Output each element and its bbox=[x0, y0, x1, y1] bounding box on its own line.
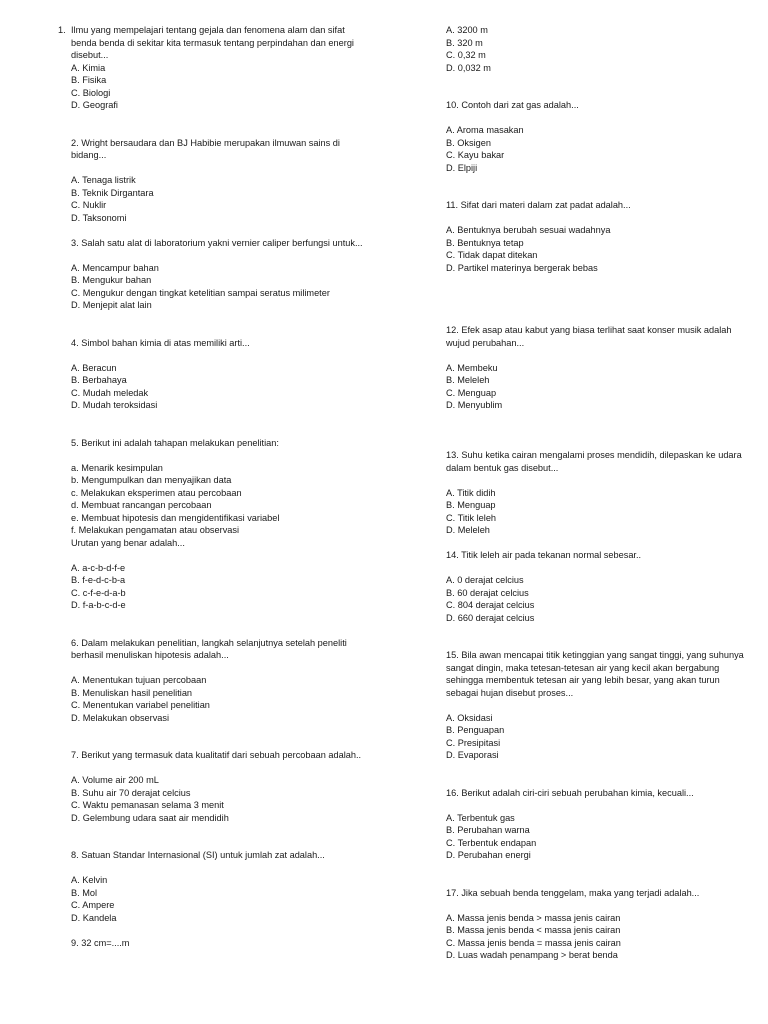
question-text: 15. Bila awan mencapai titik ketinggian yang sangat tinggi, yang suhunya bbox=[446, 650, 744, 660]
question-text: 6. Dalam melakukan penelitian, langkah selanjutnya setelah peneliti bbox=[71, 637, 347, 648]
question-text: 5. Berikut ini adalah tahapan melakukan penelitian: bbox=[71, 437, 279, 448]
step-item: b. Mengumpulkan dan menyajikan data bbox=[71, 475, 232, 485]
step-item: f. Melakukan pengamatan atau observasi bbox=[71, 525, 240, 535]
option-d: D. Mudah teroksidasi bbox=[71, 400, 158, 410]
question-17 bbox=[446, 887, 756, 962]
question-9-options bbox=[446, 24, 756, 74]
option-d: D. Luas wadah penampang > berat benda bbox=[446, 950, 618, 960]
question-text: 10. Contoh dari zat gas adalah... bbox=[446, 100, 579, 110]
option-b: B. Oksigen bbox=[446, 137, 491, 148]
option-b: B. Fisika bbox=[71, 75, 107, 85]
question-7 bbox=[58, 749, 388, 824]
option-d: D. Melakukan observasi bbox=[71, 712, 170, 723]
step-item: c. Melakukan eksperimen atau percobaan bbox=[71, 487, 242, 498]
question-text: 13. Suhu ketika cairan mengalami proses mendidih, dilepaskan ke udara bbox=[446, 450, 742, 460]
option-a: A. Titik didih bbox=[446, 487, 496, 498]
question-text: wujud perubahan... bbox=[446, 337, 525, 348]
option-d: D. Meleleh bbox=[446, 525, 490, 535]
option-c: C. Massa jenis benda = massa jenis cairan bbox=[446, 937, 621, 948]
option-b: B. Suhu air 70 derajat celcius bbox=[71, 787, 191, 798]
question-8 bbox=[58, 849, 388, 924]
option-c: C. Waktu pemanasan selama 3 menit bbox=[71, 800, 224, 810]
left-column bbox=[58, 24, 388, 949]
option-c: C. Mengukur dengan tingkat ketelitian sampai seratus milimeter bbox=[71, 287, 330, 298]
option-a: A. Tenaga listrik bbox=[71, 175, 136, 185]
option-c: C. Kayu bakar bbox=[446, 150, 505, 160]
option-a: A. Beracun bbox=[71, 362, 117, 373]
option-a: A. Massa jenis benda > massa jenis cairan bbox=[446, 912, 621, 923]
question-5 bbox=[58, 437, 388, 612]
option-d: D. Elpiji bbox=[446, 162, 478, 173]
question-text: 17. Jika sebuah benda tenggelam, maka yang terjadi adalah... bbox=[446, 887, 700, 898]
question-16 bbox=[446, 787, 756, 862]
option-d: D. 660 derajat celcius bbox=[446, 612, 535, 623]
option-b: B. Menuliskan hasil penelitian bbox=[71, 687, 193, 698]
option-c: C. 0,32 m bbox=[446, 50, 486, 60]
option-d: D. Kandela bbox=[71, 912, 117, 923]
option-b: B. Mol bbox=[71, 887, 98, 898]
option-c: C. Nuklir bbox=[71, 200, 107, 210]
option-d: D. 0,032 m bbox=[446, 62, 491, 73]
option-c: C. Menguap bbox=[446, 387, 497, 398]
question-text: 8. Satuan Standar Internasional (SI) untuk jumlah zat adalah... bbox=[71, 850, 325, 860]
option-b: B. 320 m bbox=[446, 37, 483, 48]
question-text: 3. Salah satu alat di laboratorium yakni vernier caliper berfungsi untuk... bbox=[71, 237, 363, 248]
right-column bbox=[446, 24, 756, 962]
question-prompt: Urutan yang benar adalah... bbox=[71, 537, 185, 548]
option-a: A. Terbentuk gas bbox=[446, 812, 515, 823]
option-a: A. a-c-b-d-f-e bbox=[71, 562, 126, 573]
step-item: d. Membuat rancangan percobaan bbox=[71, 500, 212, 510]
question-10 bbox=[446, 99, 756, 174]
option-a: A. Menentukan tujuan percobaan bbox=[71, 675, 207, 685]
option-a: A. Bentuknya berubah sesuai wadahnya bbox=[446, 225, 611, 235]
question-1 bbox=[58, 24, 388, 112]
question-number: 1. bbox=[58, 25, 66, 35]
option-a: A. 0 derajat celcius bbox=[446, 575, 524, 585]
question-4 bbox=[58, 337, 388, 412]
option-b: B. Berbahaya bbox=[71, 375, 127, 385]
question-text: dalam bentuk gas disebut... bbox=[446, 462, 559, 473]
question-text: 4. Simbol bahan kimia di atas memiliki arti... bbox=[71, 337, 250, 348]
option-c: C. 804 derajat celcius bbox=[446, 600, 535, 610]
question-text: bidang... bbox=[71, 150, 107, 160]
question-text: 2. Wright bersaudara dan BJ Habibie merupakan ilmuwan sains di bbox=[71, 137, 340, 148]
question-3 bbox=[58, 237, 388, 312]
step-item: e. Membuat hipotesis dan mengidentifikasi variabel bbox=[71, 512, 280, 523]
question-14 bbox=[446, 549, 756, 624]
option-a: A. Membeku bbox=[446, 362, 498, 373]
option-c: C. Mudah meledak bbox=[71, 387, 149, 398]
option-d: D. Menyublim bbox=[446, 400, 503, 410]
question-text: 11. Sifat dari materi dalam zat padat adalah... bbox=[446, 200, 631, 210]
question-text: 16. Berikut adalah ciri-ciri sebuah perubahan kimia, kecuali... bbox=[446, 787, 694, 798]
question-6 bbox=[58, 637, 388, 725]
option-b: B. Massa jenis benda < massa jenis cairan bbox=[446, 925, 621, 935]
question-2 bbox=[58, 137, 388, 225]
option-b: B. Penguapan bbox=[446, 725, 505, 735]
question-text: 14. Titik leleh air pada tekanan normal sebesar.. bbox=[446, 550, 642, 560]
option-b: B. Meleleh bbox=[446, 375, 490, 385]
option-d: D. Gelembung udara saat air mendidih bbox=[71, 812, 229, 823]
question-13 bbox=[446, 449, 756, 537]
question-text: sehingga membentuk tetesan air yang lebih besar, yang akan turun bbox=[446, 675, 720, 685]
option-d: D. Taksonomi bbox=[71, 212, 127, 223]
question-text: Ilmu yang mempelajari tentang gejala dan fenomena alam dan sifat bbox=[71, 25, 345, 35]
question-text: sangat dingin, maka tetesan-tetesan air yang kecil akan bergabung bbox=[446, 662, 720, 673]
option-d: D. Evaporasi bbox=[446, 750, 499, 760]
option-b: B. 60 derajat celcius bbox=[446, 587, 529, 598]
question-9 bbox=[58, 937, 388, 950]
option-a: A. Aroma masakan bbox=[446, 125, 524, 135]
step-item: a. Menarik kesimpulan bbox=[71, 462, 163, 473]
question-11 bbox=[446, 199, 756, 274]
question-12 bbox=[446, 324, 756, 412]
option-b: B. Teknik Dirgantara bbox=[71, 187, 154, 198]
option-c: C. Menentukan variabel penelitian bbox=[71, 700, 210, 710]
question-text: 9. 32 cm=....m bbox=[71, 937, 130, 948]
question-text: berhasil menuliskan hipotesis adalah... bbox=[71, 650, 229, 660]
option-a: A. Kelvin bbox=[71, 875, 108, 885]
option-d: D. Geografi bbox=[71, 100, 118, 110]
question-text: sebagai hujan disebut proses... bbox=[446, 687, 574, 698]
option-c: C. Presipitasi bbox=[446, 737, 501, 748]
question-15 bbox=[446, 649, 756, 762]
option-d: D. f-a-b-c-d-e bbox=[71, 600, 126, 610]
option-c: C. Terbentuk endapan bbox=[446, 837, 537, 848]
option-d: D. Menjepit alat lain bbox=[71, 300, 152, 310]
option-c: C. Tidak dapat ditekan bbox=[446, 250, 538, 260]
option-a: A. Oksidasi bbox=[446, 712, 493, 723]
option-b: B. Mengukur bahan bbox=[71, 275, 152, 285]
question-text: disebut... bbox=[71, 50, 109, 60]
option-a: A. 3200 m bbox=[446, 25, 488, 35]
question-text: 7. Berikut yang termasuk data kualitatif dari sebuah percobaan adalah.. bbox=[71, 750, 362, 760]
option-c: C. c-f-e-d-a-b bbox=[71, 587, 126, 598]
option-b: B. Bentuknya tetap bbox=[446, 237, 524, 248]
option-a: A. Volume air 200 mL bbox=[71, 775, 159, 785]
option-c: C. Ampere bbox=[71, 900, 115, 910]
option-a: A. Kimia bbox=[71, 62, 106, 73]
question-text: 12. Efek asap atau kabut yang biasa terlihat saat konser musik adalah bbox=[446, 325, 732, 335]
option-b: B. Perubahan warna bbox=[446, 825, 530, 835]
option-a: A. Mencampur bahan bbox=[71, 262, 159, 273]
option-b: B. f-e-d-c-b-a bbox=[71, 575, 126, 585]
option-d: D. Perubahan energi bbox=[446, 850, 531, 860]
option-c: C. Biologi bbox=[71, 87, 111, 98]
question-text: benda benda di sekitar kita termasuk tentang perpindahan dan energi bbox=[71, 37, 354, 48]
option-c: C. Titik leleh bbox=[446, 512, 497, 523]
option-b: B. Menguap bbox=[446, 500, 496, 510]
option-d: D. Partikel materinya bergerak bebas bbox=[446, 262, 598, 273]
